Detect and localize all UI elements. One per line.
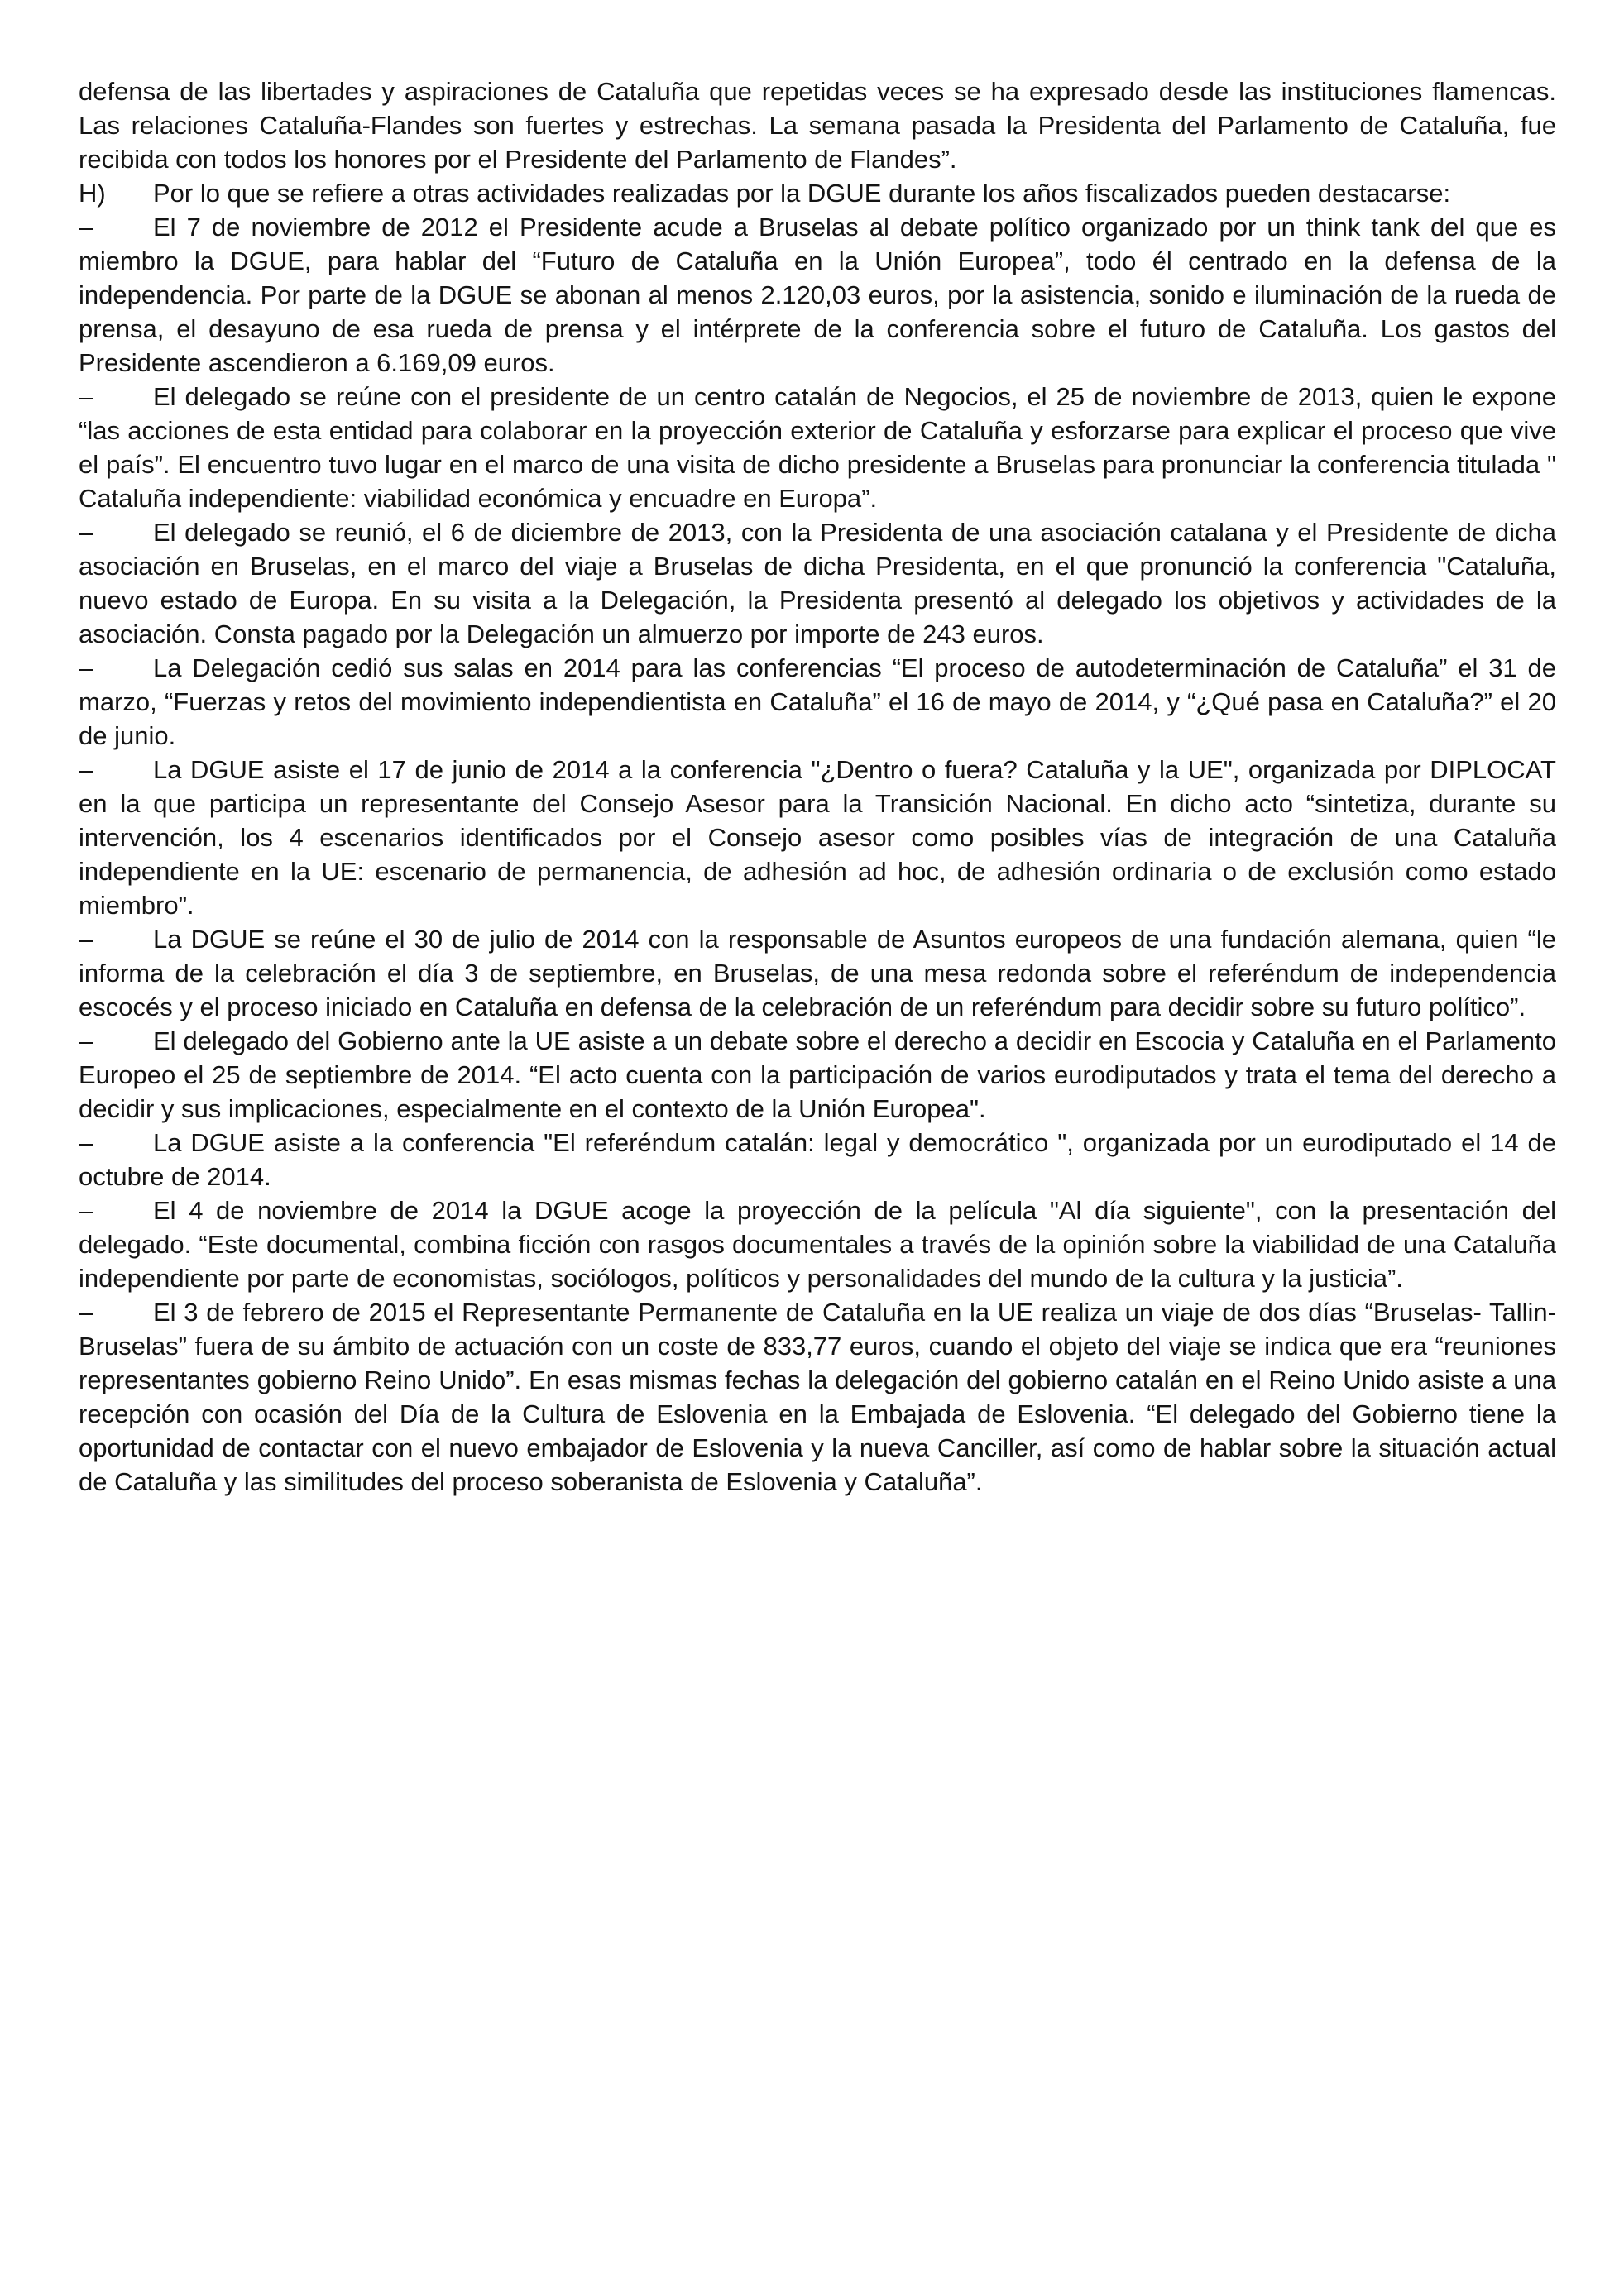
list-item: [79, 1193, 1556, 1295]
list-item-text: El 3 de febrero de 2015 el Representante Permanente de Cataluña en la UE realiza un viaje de dos días “Bruselas- Tallin- Bruselas” fuera de su ámbito de actuación con un coste de 833,77 euros, cuando el objeto del viaje se indica que era “reuniones representantes gobierno Reino Unido”. En esas mismas fechas la delegación del gobierno catalán en el Reino Unido asiste a una recepción con ocasión del Día de la Cultura de Eslovenia en la Embajada de Eslovenia. “El delegado del Gobierno tiene la oportunidad de contactar con el nuevo embajador de Eslovenia y la nueva Canciller, así como de hablar sobre la situación actual de Cataluña y las similitudes del proceso soberanista de Eslovenia y Cataluña”.: [79, 1298, 1556, 1496]
bullet-dash-icon: –: [79, 755, 93, 784]
list-item-text: El 7 de noviembre de 2012 el Presidente acude a Bruselas al debate político organizado por un think tank del que es miembro la DGUE, para hablar del “Futuro de Cataluña en la Unión Europea”, todo él centrado en la defensa de la independencia. Por parte de la DGUE se abonan al menos 2.120,03 euros, por la asistencia, sonido e iluminación de la rueda de prensa, el desayuno de esa rueda de prensa y el intérprete de la conferencia sobre el futuro de Cataluña. Los gastos del Presidente ascendieron a 6.169,09 euros.: [79, 213, 1556, 377]
bullet-dash-icon: –: [79, 518, 93, 547]
list-item-text: El delegado del Gobierno ante la UE asiste a un debate sobre el derecho a decidir en Escocia y Cataluña en el Parlamento Europeo el 25 de septiembre de 2014. “El acto cuenta con la participación de varios eurodiputados y trata el tema del derecho a decidir y sus implicaciones, especialmente en el contexto de la Unión Europea".: [79, 1026, 1556, 1123]
section-text: Por lo que se refiere a otras actividades realizadas por la DGUE durante los años fiscalizados pueden destacarse:: [153, 179, 1451, 208]
list-item-text: La DGUE asiste el 17 de junio de 2014 a la conferencia "¿Dentro o fuera? Cataluña y la UE", organizada por DIPLOCAT en la que participa un representante del Consejo Asesor para la Transición Nacional. En dicho acto “sintetiza, durante su intervención, los 4 escenarios identificados por el Consejo asesor como posibles vías de integración de una Cataluña independiente en la UE: escenario de permanencia, de adhesión ad hoc, de adhesión ordinaria o de exclusión como estado miembro”.: [79, 755, 1556, 920]
list-item: [79, 1295, 1556, 1499]
bullet-dash-icon: –: [79, 382, 93, 411]
bullet-dash-icon: –: [79, 213, 93, 242]
intro-paragraph: defensa de las libertades y aspiraciones de Cataluña que repetidas veces se ha expresado desde las instituciones flamencas. Las relaciones Cataluña-Flandes son fuertes y estrechas. La semana pasada la Presidenta del Parlamento de Cataluña, fue recibida con todos los honores por el Presidente del Parlamento de Flandes”.: [79, 77, 1556, 174]
list-item: [79, 753, 1556, 922]
list-item: [79, 380, 1556, 515]
document-page: [79, 74, 1556, 1499]
list-item-text: La DGUE asiste a la conferencia "El referéndum catalán: legal y democrático ", organizada por un eurodiputado el 14 de octubre de 2014.: [79, 1128, 1556, 1191]
bullet-dash-icon: –: [79, 1298, 93, 1327]
list-item-text: La DGUE se reúne el 30 de julio de 2014 con la responsable de Asuntos europeos de una fundación alemana, quien “le informa de la celebración el día 3 de septiembre, en Bruselas, de una mesa redonda sobre el referéndum de independencia escocés y el proceso iniciado en Cataluña en defensa de la celebración de un referéndum para decidir sobre su futuro político”.: [79, 925, 1556, 1021]
list-item-text: El delegado se reúne con el presidente de un centro catalán de Negocios, el 25 de noviembre de 2013, quien le expone “las acciones de esta entidad para colaborar en la proyección exterior de Cataluña y esforzarse para explicar el proceso que vive el país”. El encuentro tuvo lugar en el marco de una visita de dicho presidente a Bruselas para pronunciar la conferencia titulada " Cataluña independiente: viabilidad económica y encuadre en Europa”.: [79, 382, 1556, 513]
bullet-dash-icon: –: [79, 653, 93, 682]
bullet-dash-icon: –: [79, 1128, 93, 1157]
section-heading: [79, 176, 1556, 210]
section-marker: H): [79, 179, 106, 208]
bullet-dash-icon: –: [79, 925, 93, 954]
list-item: [79, 210, 1556, 380]
list-item: [79, 922, 1556, 1024]
list-item: [79, 651, 1556, 753]
list-item: [79, 1126, 1556, 1193]
list-item-text: La Delegación cedió sus salas en 2014 para las conferencias “El proceso de autodeterminación de Cataluña” el 31 de marzo, “Fuerzas y retos del movimiento independientista en Cataluña” el 16 de mayo de 2014, y “¿Qué pasa en Cataluña?” el 20 de junio.: [79, 653, 1556, 750]
bullet-dash-icon: –: [79, 1026, 93, 1055]
list-item-text: El delegado se reunió, el 6 de diciembre de 2013, con la Presidenta de una asociación catalana y el Presidente de dicha asociación en Bruselas, en el marco del viaje a Bruselas de dicha Presidenta, en el que pronunció la conferencia "Cataluña, nuevo estado de Europa. En su visita a la Delegación, la Presidenta presentó al delegado los objetivos y actividades de la asociación. Consta pagado por la Delegación un almuerzo por importe de 243 euros.: [79, 518, 1556, 648]
bullet-dash-icon: –: [79, 1196, 93, 1225]
list-item: [79, 515, 1556, 651]
list-item: [79, 1024, 1556, 1126]
list-item-text: El 4 de noviembre de 2014 la DGUE acoge la proyección de la película "Al día siguiente", con la presentación del delegado. “Este documental, combina ficción con rasgos documentales a través de la opinión sobre la viabilidad de una Cataluña independiente por parte de economistas, sociólogos, políticos y personalidades del mundo de la cultura y la justicia”.: [79, 1196, 1556, 1293]
